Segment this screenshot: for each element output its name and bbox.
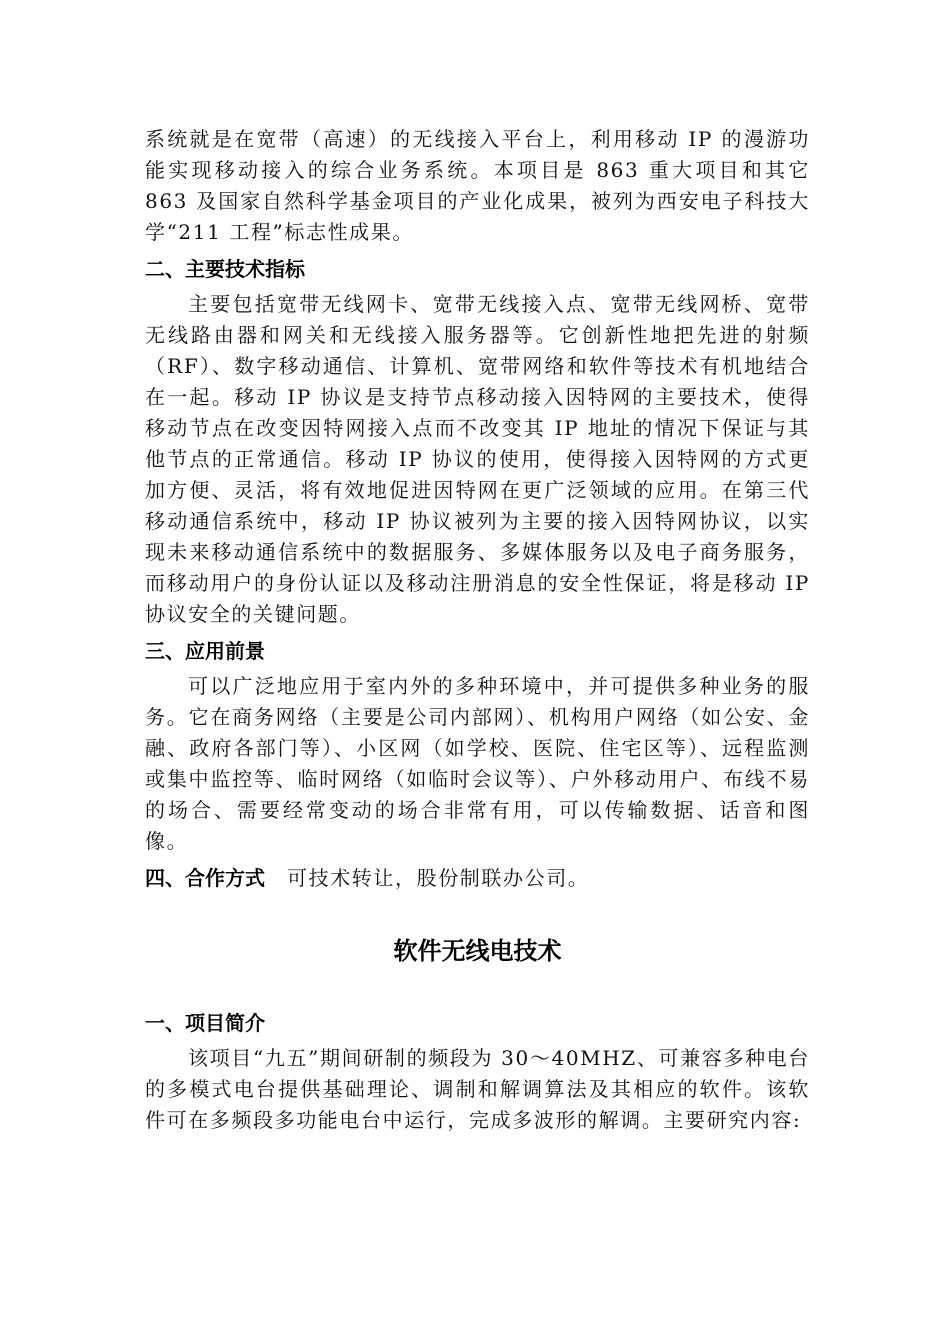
cooperation-row <box>145 863 810 894</box>
project-intro-paragraph: 该项目“九五”期间研制的频段为 30～40MHZ、可兼容多种电台的多模式电台提供基础理论、调制和解调算法及其相应的软件。该软件可在多频段多功能电台中运行，完成多波形的解调。主要研究内容: <box>145 1046 810 1132</box>
section-heading-cooperation: 四、合作方式 <box>145 866 265 890</box>
intro-paragraph: 系统就是在宽带（高速）的无线接入平台上，利用移动 IP 的漫游功能实现移动接入的综合业务系统。本项目是 863 重大项目和其它 863 及国家自然科学基金项目的产业化成果，被列为西安电子科技大学“211 工程”标志性成果。 <box>145 127 810 244</box>
section-heading-application-prospects: 三、应用前景 <box>145 639 265 663</box>
project-title: 软件无线电技术 <box>393 937 562 965</box>
section-heading-tech-specs: 二、主要技术指标 <box>145 257 305 281</box>
tech-specs-paragraph: 主要包括宽带无线网卡、宽带无线接入点、宽带无线网桥、宽带无线路由器和网关和无线接入服务器等。它创新性地把先进的射频（RF）、数字移动通信、计算机、宽带网络和软件等技术有机地结合在一起。移动 IP 协议是支持节点移动接入因特网的主要技术，使得移动节点在改变因特网接入点而不改变其 IP 地址的情况下保证与其他节点的正常通信。移动 IP 协议的使用，使得接入因特网的方式更加方便、灵活，将有效地促进因特网在更广泛领域的应用。在第三代移动通信系统中，移动 IP 协议被列为主要的接入因特网协议，以实现未来移动通信系统中的数据服务、多媒体服务以及电子商务服务，而移动用户的身份认证以及移动注册消息的安全性保证，将是移动 IP 协议安全的关键问题。 <box>145 292 810 626</box>
cooperation-text: 可技术转让，股份制联办公司。 <box>287 866 590 890</box>
section-heading-project-intro: 一、项目简介 <box>145 1011 265 1035</box>
document-content <box>145 124 810 1136</box>
application-prospects-paragraph: 可以广泛地应用于室内外的多种环境中，并可提供多种业务的服务。它在商务网络（主要是公司内部网）、机构用户网络（如公安、金融、政府各部门等）、小区网（如学校、医院、住宅区等）、远程监测或集中监控等、临时网络（如临时会议等）、户外移动用户、布线不易的场合、需要经常变动的场合非常有用，可以传输数据、话音和图像。 <box>145 674 810 853</box>
